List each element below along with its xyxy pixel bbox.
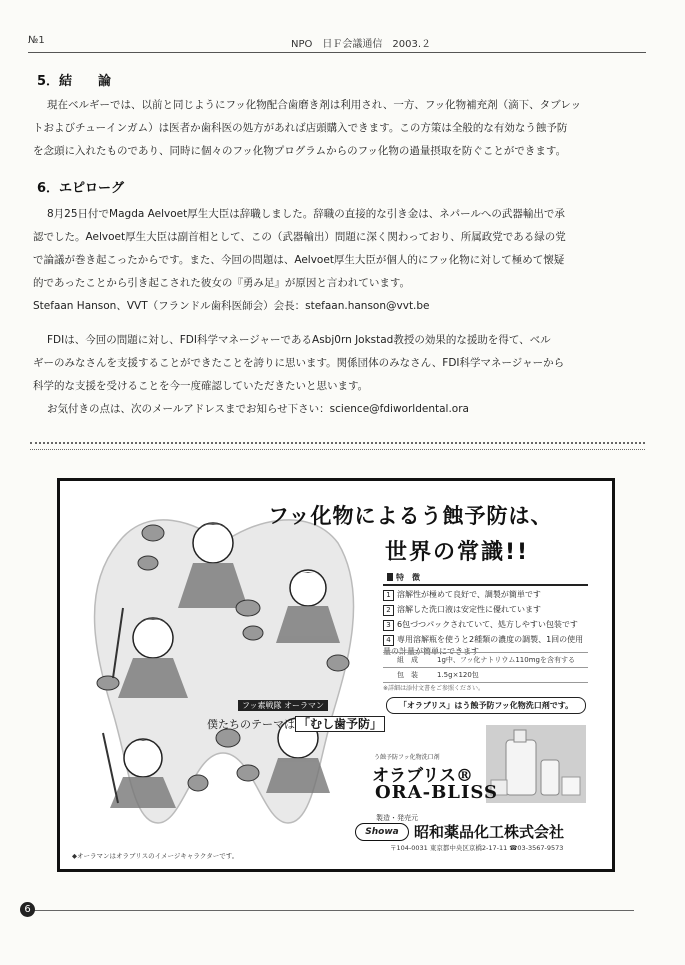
spec-key: 組 成 <box>397 656 418 664</box>
maker-name: 昭和薬品化工株式会社 <box>414 823 565 841</box>
dotted-divider <box>30 449 645 450</box>
spec-row <box>383 652 588 667</box>
spec-value: 1.5g×120包 <box>437 671 479 679</box>
brand-name-en: ORA-BLISS <box>375 782 498 803</box>
section-6-line: 科学的な支援を受けることを今一度確認していただきたいと思います。 <box>33 380 369 392</box>
publication-title: NPO 日Ｆ会議通信 2003.２ <box>291 39 432 50</box>
feature-number: 4 <box>383 635 394 646</box>
maker-address: 〒104-0031 東京都中央区京橋2-17-11 ☎03-3567-9573 <box>390 844 564 852</box>
square-bullet-icon <box>387 573 393 581</box>
page-number: 6 <box>20 902 35 917</box>
brand-subtitle: う蝕予防フッ化物洗口剤 <box>374 754 440 761</box>
features-title-text: 特 徴 <box>396 573 420 582</box>
feature-text: 溶解した洗口液は安定性に優れています <box>397 605 541 614</box>
section-6-line: ギーのみなさんを支援することができたことを誇りに思います。関係団体のみなさん、FDI科学マネージャーから <box>33 357 565 369</box>
ad-subheadline: 世界の常識!! <box>385 540 530 565</box>
section-6-line: FDIは、今回の問題に対し、FDI科学マネージャーであるAsbj0rn Jokstad教授の効果的な援助を得て、ベル <box>47 334 551 346</box>
section-5-line: トおよびチューインガム）は医者か歯科医の処方があれば店頭購入できます。この方策は全般的な有効なう蝕予防 <box>33 122 568 134</box>
contact-line: お気付きの点は、次のメールアドレスまでお知らせ下さい：science@fdiworldental.ora <box>47 403 469 415</box>
feature-item <box>383 604 588 616</box>
brand-name-jp: オラブリス® <box>372 766 473 786</box>
section-6-line: 的であったことから引き起こされた彼女の『勇み足』が原因と言われています。 <box>33 277 411 289</box>
ad-headline: フッ化物によるう蝕予防は、 <box>268 504 553 528</box>
spec-row <box>383 667 588 683</box>
feature-number: 1 <box>383 590 394 601</box>
section-6-line: で論議が巻き起こったからです。また、今回の問題は、Aelvoet厚生大臣が個人的にフッ化物に対して極めて懐疑 <box>33 254 565 266</box>
hero-theme <box>207 715 385 732</box>
features-title <box>383 572 588 586</box>
product-photo <box>486 725 586 803</box>
ad-caption: ◆オーラマンはオラブリスのイメージキャラクターです。 <box>72 852 239 860</box>
feature-item <box>383 619 588 631</box>
section-5-line: を念頭に入れたものであり、同時に個々のフッ化物プログラムからのフッ化物の過量摂取を防ぐことができます。 <box>33 145 567 157</box>
section-6-line: 8月25日付でMagda Aelvoet厚生大臣は辞職しました。辞職の直接的な引き金は、ネパールへの武器輸出で承 <box>47 208 565 220</box>
feature-number: 3 <box>383 620 394 631</box>
feature-text: 6包づつパックされていて、処方しやすい包装です <box>397 620 578 629</box>
dotted-divider <box>30 442 645 444</box>
showa-logo: Showa <box>355 823 409 841</box>
feature-item <box>383 589 588 601</box>
section-6-line: 認でした。Aelvoet厚生大臣は副首相として、この（武器輸出）問題に深く関わっており、所属政党である緑の党 <box>33 231 566 243</box>
hero-theme-highlight: 「むし歯予防」 <box>295 716 385 732</box>
header-rule <box>28 52 646 53</box>
features-box <box>383 572 588 657</box>
section-6-body <box>33 203 645 421</box>
feature-text: 専用溶解瓶を使うと2種類の濃度の調製、1回の使用量の計量が簡単にできます <box>383 635 584 656</box>
spec-note: ※詳細は添付文書をご参照ください。 <box>383 685 485 692</box>
footer-rule <box>28 910 634 911</box>
maker-label: 製造・発売元 <box>376 814 418 822</box>
spec-table <box>383 652 588 683</box>
spec-value: 1g中、フッ化ナトリウム110mgを含有する <box>437 656 575 664</box>
hero-team-label: フッ素戦隊 オーラマン <box>238 700 328 711</box>
feature-number: 2 <box>383 605 394 616</box>
spec-key: 包 装 <box>397 671 418 679</box>
section-5-line: 現在ベルギーでは、以前と同じようにフッ化物配合歯磨き剤は利用され、一方、フッ化物補充剤（滴下、タブレッ <box>47 99 582 111</box>
page-header <box>28 35 638 51</box>
hero-theme-prefix: 僕たちのテーマは <box>207 718 295 731</box>
tooth-illustration <box>78 503 368 828</box>
signature: Stefaan Hanson、VVT（フランドル歯科医師会）会長：stefaan.hanson@vvt.be <box>33 300 430 312</box>
feature-text: 溶解性が極めて良好で、調製が簡単です <box>397 590 541 599</box>
product-tagline: 「オラブリス」はう蝕予防フッ化物洗口剤です。 <box>386 697 586 714</box>
section-5-body <box>33 94 645 163</box>
issue-number: №1 <box>28 35 45 46</box>
section-6-title: 6．エピローグ <box>37 181 125 196</box>
section-5-title: 5．結 論 <box>37 74 112 89</box>
